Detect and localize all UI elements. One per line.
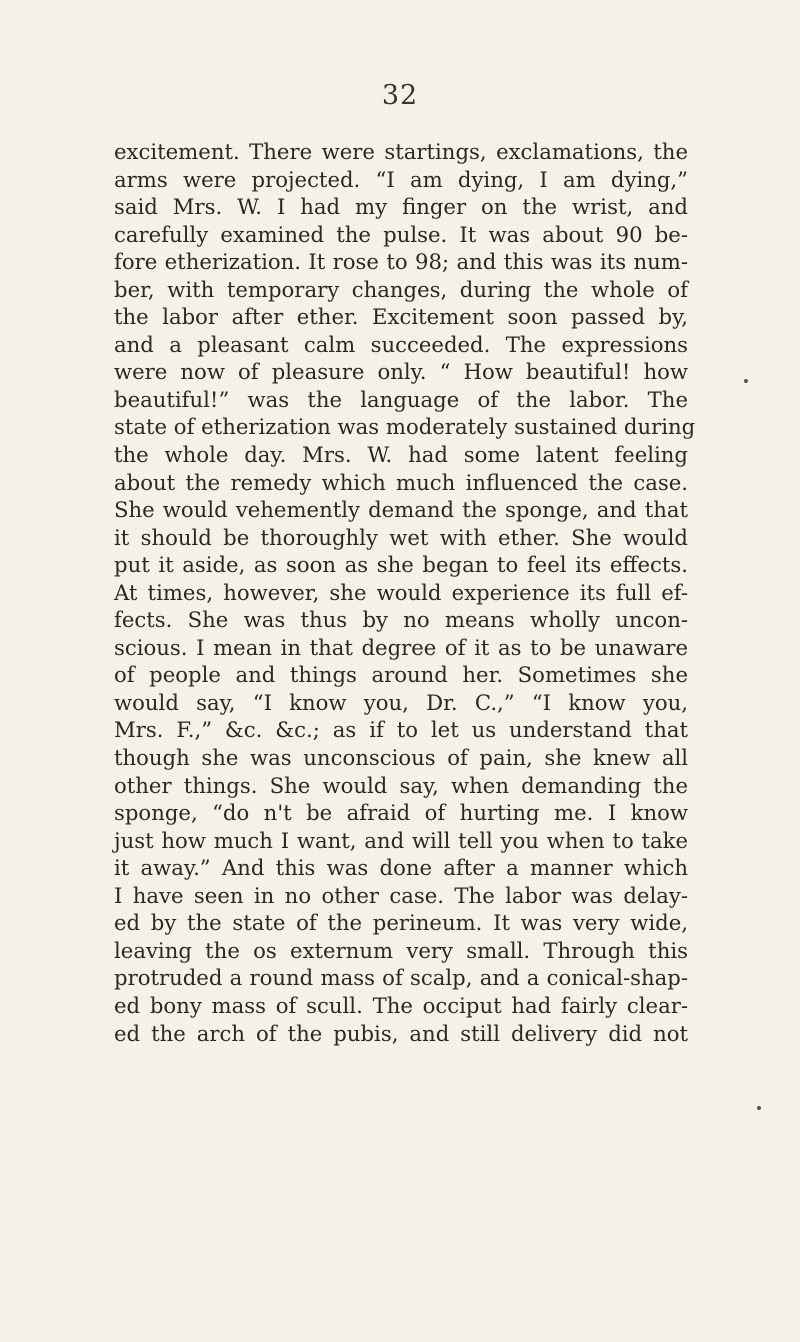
text-line: fects. She was thus by no means wholly uncon- xyxy=(114,607,688,633)
text-line: ed the arch of the pubis, and still delivery did not xyxy=(114,1020,688,1046)
text-line: ed bony mass of scull. The occiput had fairly clear- xyxy=(114,992,688,1018)
text-line: though she was unconscious of pain, she knew all xyxy=(114,745,688,771)
page-number: 32 xyxy=(381,80,419,111)
text-line: were now of pleasure only. “ How beautiful! how xyxy=(114,359,688,385)
text-line: sponge, “do n't be afraid of hurting me. I know xyxy=(114,800,688,826)
text-line: fore etherization. It rose to 98; and this was its num- xyxy=(114,249,688,275)
margin-speck xyxy=(757,1106,761,1110)
text-line: it away.” And this was done after a manner which xyxy=(114,855,688,881)
text-line: the labor after ether. Excitement soon passed by, xyxy=(114,304,688,330)
text-line: protruded a round mass of scalp, and a conical-shap- xyxy=(114,965,688,991)
text-line: put it aside, as soon as she began to feel its effects. xyxy=(114,552,688,578)
text-line: and a pleasant calm succeeded. The expressions xyxy=(114,331,688,357)
text-line: scious. I mean in that degree of it as to be unaware xyxy=(114,634,688,660)
text-line: said Mrs. W. I had my finger on the wrist, and xyxy=(114,194,688,220)
text-line: Mrs. F.,” &c. &c.; as if to let us understand that xyxy=(114,717,688,743)
text-line: At times, however, she would experience its full ef- xyxy=(114,579,688,605)
text-line: arms were projected. “I am dying, I am dying,” xyxy=(114,166,688,192)
text-line: other things. She would say, when demanding the xyxy=(114,772,688,798)
text-line: just how much I want, and will tell you when to take xyxy=(114,827,688,853)
text-line: ber, with temporary changes, during the whole of xyxy=(114,276,688,302)
text-line: ed by the state of the perineum. It was very wide, xyxy=(114,910,688,936)
text-line: the whole day. Mrs. W. had some latent feeling xyxy=(114,442,688,468)
text-line: beautiful!” was the language of the labor. The xyxy=(114,386,688,412)
text-line: She would vehemently demand the sponge, and that xyxy=(114,497,688,523)
text-line: carefully examined the pulse. It was about 90 be- xyxy=(114,221,688,247)
text-line: of people and things around her. Sometimes she xyxy=(114,662,688,688)
text-line: would say, “I know you, Dr. C.,” “I know you, xyxy=(114,689,688,715)
text-line: excitement. There were startings, exclamations, the xyxy=(114,139,688,164)
text-line: I have seen in no other case. The labor was delay- xyxy=(114,882,688,908)
text-line: leaving the os externum very small. Through this xyxy=(114,937,688,963)
body-text xyxy=(114,138,696,1047)
text-line: about the remedy which much influenced the case. xyxy=(114,469,688,495)
text-line: state of etherization was moderately sustained during xyxy=(114,414,696,440)
text-line: it should be thoroughly wet with ether. She would xyxy=(114,524,688,550)
margin-speck xyxy=(744,379,748,383)
